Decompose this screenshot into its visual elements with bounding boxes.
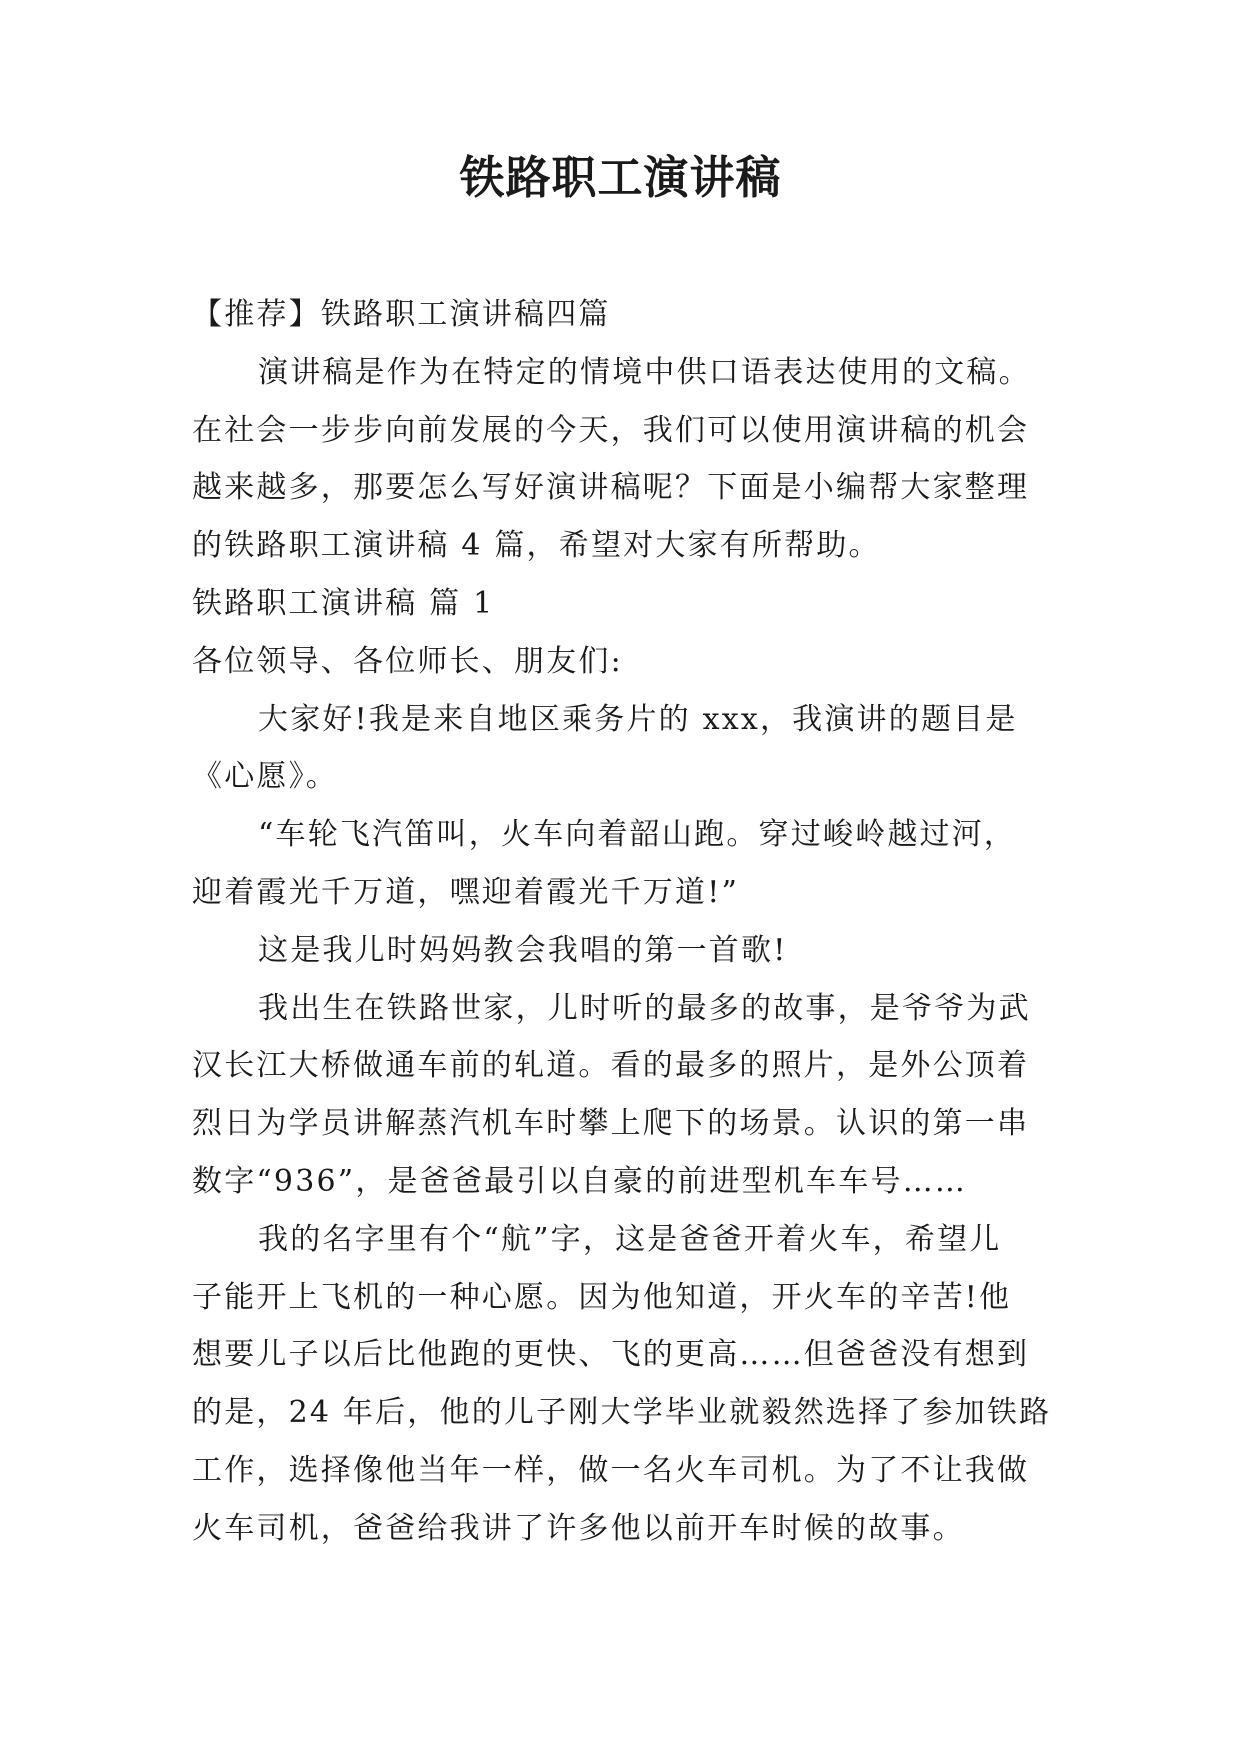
text-line: 烈日为学员讲解蒸汽机车时攀上爬下的场景。认识的第一串 xyxy=(192,1106,1030,1142)
text-line: 大家好!我是来自地区乘务片的 xxx，我演讲的题目是 xyxy=(258,701,1018,737)
text-line: 的是，24 年后，他的儿子刚大学毕业就毅然选择了参加铁路 xyxy=(192,1395,1052,1431)
text-line: 工作，选择像他当年一样，做一名火车司机。为了不让我做 xyxy=(192,1452,1030,1488)
text-line: 迎着霞光千万道，嘿迎着霞光千万道!” xyxy=(192,874,739,910)
text-line: 汉长江大桥做通车前的轧道。看的最多的照片，是外公顶着 xyxy=(192,1048,1030,1084)
text-line: 【推荐】铁路职工演讲稿四篇 xyxy=(192,297,611,332)
text-line: 我出生在铁路世家，儿时听的最多的故事，是爷爷为武 xyxy=(258,990,1031,1026)
text-line: 在社会一步步向前发展的今天，我们可以使用演讲稿的机会 xyxy=(192,412,1030,448)
text-line: 越来越多，那要怎么写好演讲稿呢？下面是小编帮大家整理 xyxy=(192,470,1030,506)
text-line: 数字“936”，是爸爸最引以自豪的前进型机车车号…… xyxy=(192,1163,968,1199)
text-line: 这是我儿时妈妈教会我唱的第一首歌! xyxy=(258,932,788,968)
text-line: “车轮飞汽笛叫，火车向着韶山跑。穿过峻岭越过河， xyxy=(258,817,1017,853)
text-line: 子能开上飞机的一种心愿。因为他知道，开火车的辛苦!他 xyxy=(192,1279,1012,1315)
text-line: 《心愿》。 xyxy=(192,759,338,795)
salutation-line: 各位领导、各位师长、朋友们: xyxy=(192,643,623,679)
text-line: 的铁路职工演讲稿 4 篇，希望对大家有所帮助。 xyxy=(192,528,881,564)
document-body xyxy=(192,286,1072,1558)
text-line: 演讲稿是作为在特定的情境中供口语表达使用的文稿。 xyxy=(258,354,1031,390)
text-line: 我的名字里有个“航”字，这是爸爸开着火车，希望儿 xyxy=(258,1221,1002,1257)
text-line: 火车司机，爸爸给我讲了许多他以前开车时候的故事。 xyxy=(192,1510,965,1546)
section-heading: 铁路职工演讲稿 篇 1 xyxy=(192,585,495,621)
document-title: 铁路职工演讲稿 xyxy=(459,151,782,204)
text-line: 想要儿子以后比他跑的更快、飞的更高……但爸爸没有想到 xyxy=(192,1337,1030,1373)
